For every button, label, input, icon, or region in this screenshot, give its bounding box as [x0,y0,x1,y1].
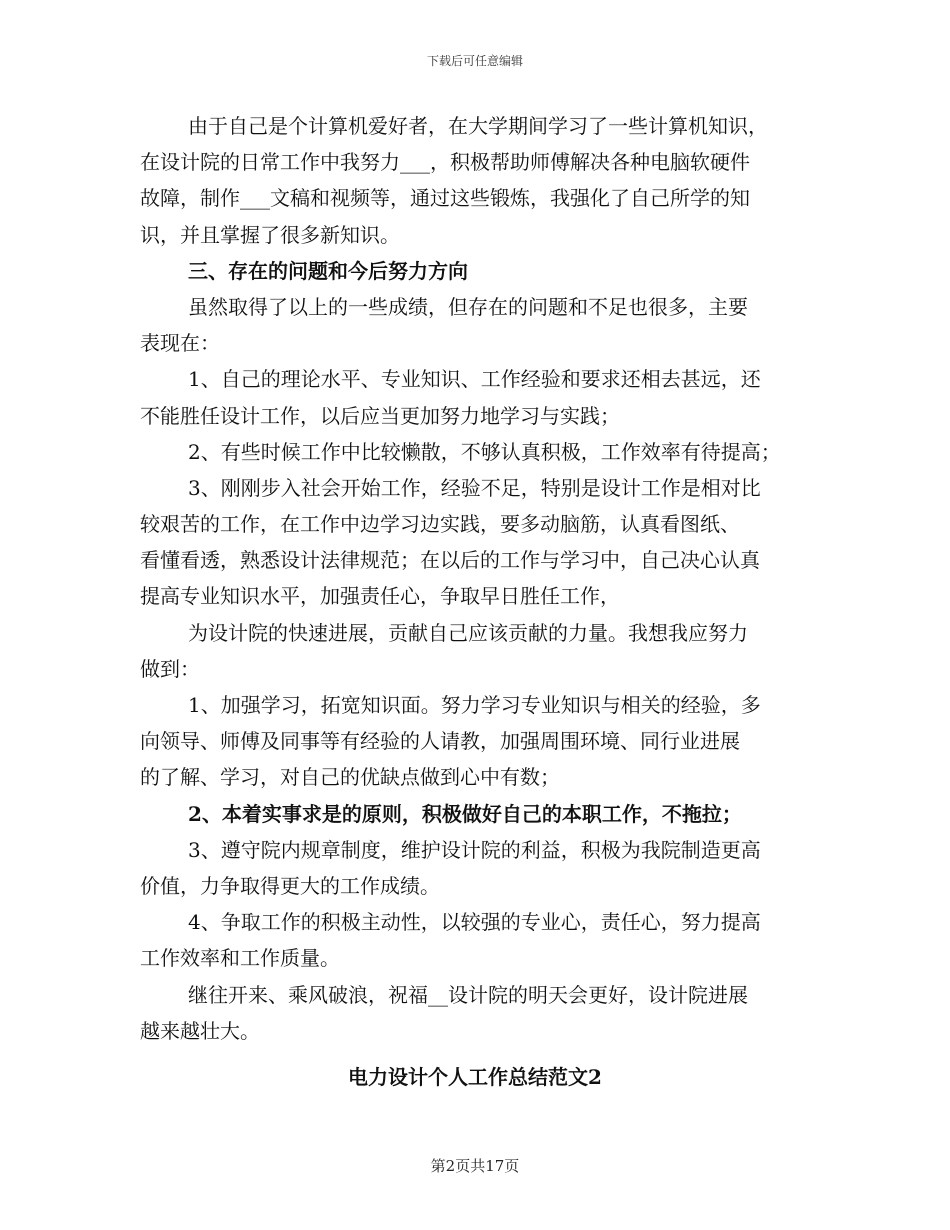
section-title: 电力设计个人工作总结范文2 [348,1064,602,1089]
list-item-line: 较艰苦的工作，在工作中边学习边实践，要多动脑筋，认真看图纸、 [140,512,740,537]
list-item-line: 1、自己的理论水平、专业知识、工作经验和要求还相去甚远，还 [188,367,761,392]
document-body [140,108,810,1095]
paragraph-line: 表现在： [140,331,220,356]
list-item-line: 看懂看透，熟悉设计法律规范；在以后的工作与学习中，自己决心认真 [140,548,760,573]
paragraph-line: 故障，制作___文稿和视频等，通过这些锻炼，我强化了自己所学的知 [140,186,750,211]
list-item-line: 1、加强学习，拓宽知识面。努力学习专业知识与相关的经验，多 [188,693,761,717]
paragraph-line: 虽然取得了以上的一些成绩，但存在的问题和不足也很多，主要 [188,294,748,319]
paragraph-line: 为设计院的快速进展，贡献自己应该贡献的力量。我想我应努力 [188,620,748,645]
paragraph-line: 在设计院的日常工作中我努力___，积极帮助师傅解决各种电脑软硬件 [140,150,750,175]
list-item-line: 不能胜任设计工作，以后应当更加努力地学习与实践； [140,403,620,428]
list-item-line: 价值，力争取得更大的工作成绩。 [140,873,440,898]
paragraph-line: 识，并且掌握了很多新知识。 [140,222,400,247]
list-item-line-bold: 2、本着实事求是的原则，积极做好自己的本职工作，不拖拉； [188,801,742,826]
list-item-line: 3、遵守院内规章制度，维护设计院的利益，积极为我院制造更高 [188,837,761,862]
page-header: 下载后可任意编辑 [426,54,523,68]
section-heading: 三、存在的问题和今后努力方向 [188,258,468,283]
paragraph-line: 由于自己是个计算机爱好者，在大学期间学习了一些计算机知识， [188,114,768,138]
paragraph-line: 继往开来、乘风破浪，祝福__设计院的明天会更好，设计院进展 [188,982,748,1007]
list-item-line: 4、争取工作的积极主动性，以较强的专业心，责任心，努力提高 [188,910,761,935]
list-item-line: 向领导、师傅及同事等有经验的人请教，加强周围环境、同行业进展 [140,729,740,754]
list-item-line: 提高专业知识水平，加强责任心，争取早日胜任工作， [140,584,620,609]
paragraph-line: 做到： [140,656,200,681]
list-item-line: 的了解、学习，对自己的优缺点做到心中有数； [140,765,560,790]
list-item-line: 工作效率和工作质量。 [140,946,340,971]
page-footer: 第2页共17页 [430,1157,520,1175]
list-item-line: 3、刚刚步入社会开始工作，经验不足，特别是设计工作是相对比 [188,475,761,500]
list-item-line: 2、有些时候工作中比较懒散，不够认真积极，工作效率有待提高； [188,439,781,464]
paragraph-line: 越来越壮大。 [140,1018,260,1043]
